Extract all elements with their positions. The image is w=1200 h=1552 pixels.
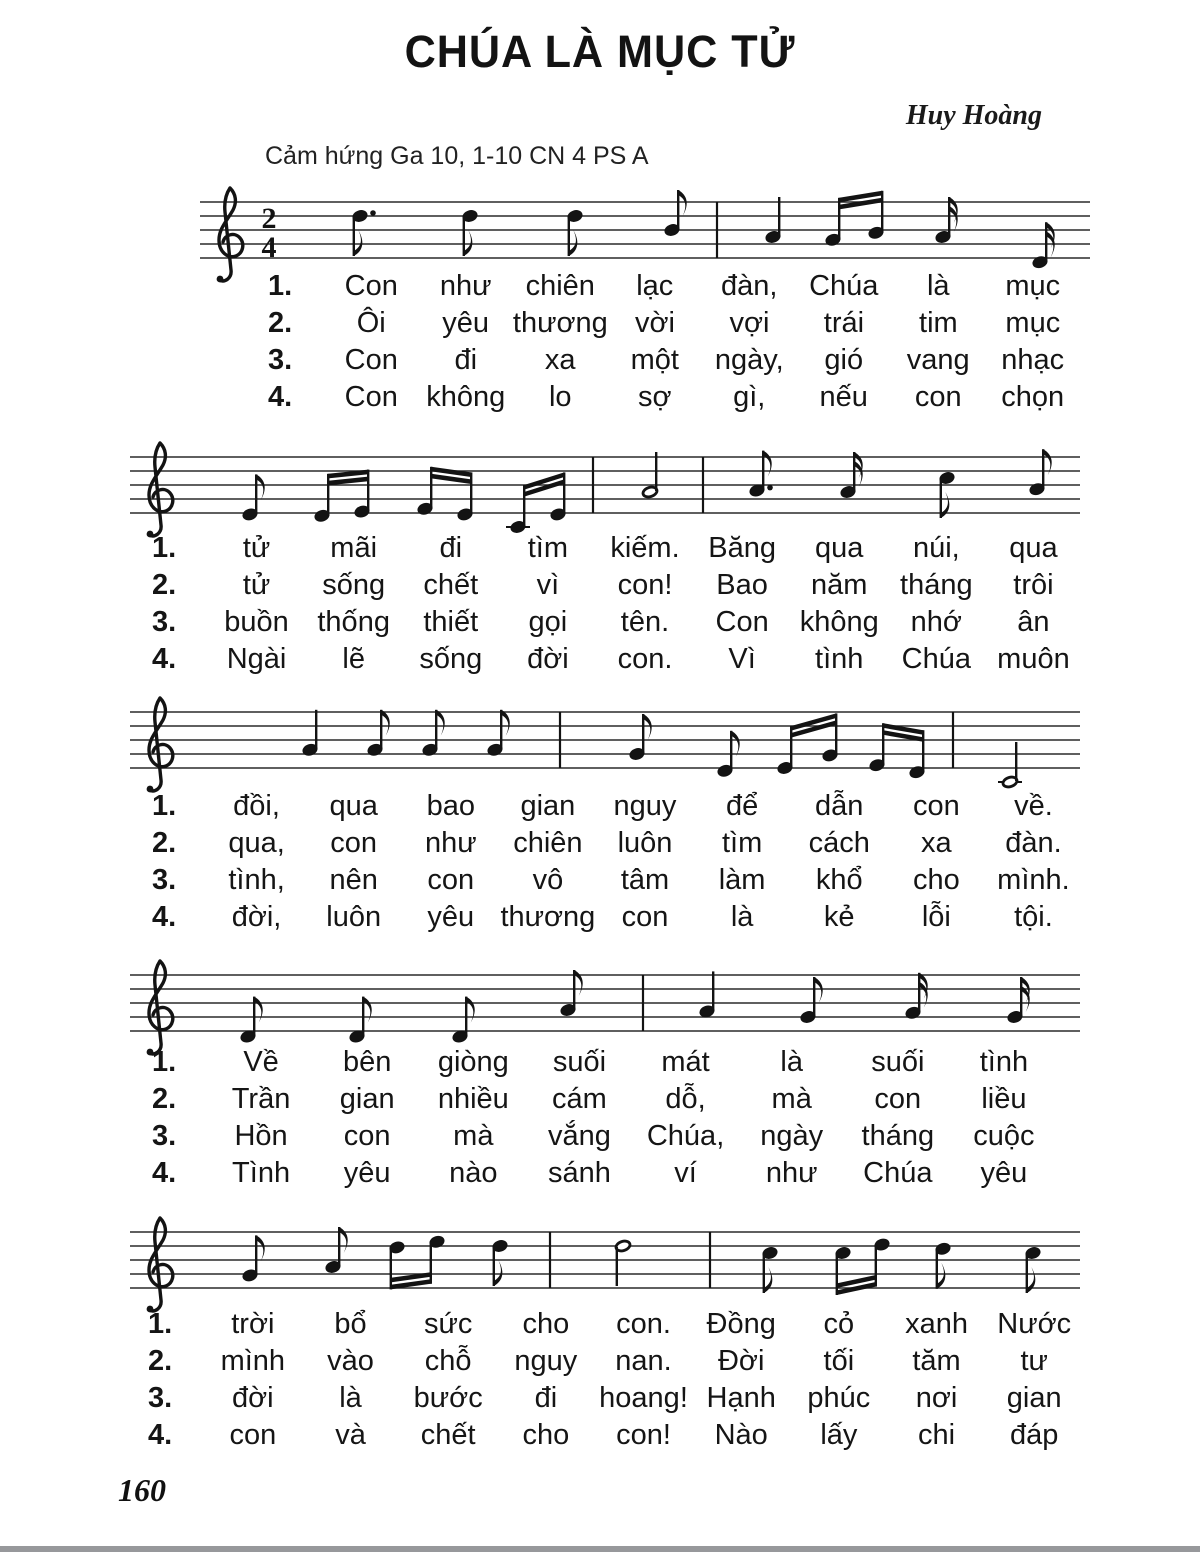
- lyric-word: và: [335, 1419, 366, 1451]
- lyric-word: cám: [552, 1083, 607, 1115]
- note-flag: [354, 230, 363, 256]
- lyric-word: bổ: [334, 1308, 367, 1340]
- lyric-word: nếu: [819, 381, 868, 413]
- lyric-word: tim: [919, 307, 958, 339]
- lyric-word: con!: [616, 1419, 671, 1451]
- lyric-word: muôn: [997, 643, 1070, 675]
- lyric-word: tăm: [912, 1345, 961, 1377]
- lyric-verse-row: [152, 606, 1082, 643]
- note-flag: [569, 230, 578, 256]
- lyric-word: kẻ: [823, 901, 855, 933]
- lyric-word: giòng: [437, 1046, 509, 1078]
- note-flag: [436, 710, 445, 736]
- lyric-word: về.: [1014, 790, 1053, 822]
- lyric-word: Ngài: [226, 643, 287, 675]
- lyric-word: qua: [1009, 532, 1058, 564]
- lyric-word: khổ: [815, 864, 863, 896]
- lyric-word: Nào: [714, 1419, 768, 1451]
- lyric-word: mà: [771, 1083, 812, 1115]
- lyric-word: yêu: [343, 1157, 391, 1189]
- lyric-word: vắng: [547, 1120, 611, 1152]
- lyric-verse-row: [152, 1120, 1057, 1157]
- lyric-word: để: [725, 790, 759, 822]
- lyric-word: nào: [449, 1157, 498, 1189]
- lyric-word: ân: [1017, 606, 1050, 638]
- time-signature: 2: [261, 202, 277, 235]
- verse-number: 3.: [148, 1382, 173, 1414]
- lyric-word: ví: [674, 1157, 697, 1189]
- lyric-word: sống: [322, 569, 386, 601]
- lyric-verse-row: [152, 1157, 1057, 1194]
- lyric-word: tên.: [620, 606, 670, 638]
- lyric-word: suối: [871, 1046, 925, 1078]
- lyric-word: Chúa: [863, 1157, 933, 1189]
- verse-number: 2.: [152, 827, 177, 859]
- lyric-word: ngày,: [714, 344, 784, 376]
- lyric-verse-row: [152, 569, 1082, 606]
- note-flag: [339, 1227, 348, 1253]
- lyric-word: Chúa: [809, 270, 879, 302]
- lyric-word: lẽ: [342, 643, 365, 675]
- verse-number: 1.: [152, 532, 177, 564]
- lyric-word: Về: [243, 1046, 279, 1078]
- note-flag: [1027, 1267, 1036, 1293]
- note-flag: [814, 977, 823, 1003]
- verse-number: 2.: [152, 569, 177, 601]
- lyric-word: qua: [815, 532, 864, 564]
- lyric-word: cho: [912, 864, 960, 896]
- lyric-word: qua,: [228, 827, 285, 859]
- lyric-word: tình,: [228, 864, 285, 896]
- lyric-word: đi: [439, 532, 463, 564]
- lyric-word: bước: [413, 1382, 483, 1414]
- lyric-word: con: [874, 1083, 922, 1115]
- lyric-word: con: [912, 790, 960, 822]
- lyric-word: chi: [918, 1419, 956, 1451]
- lyric-word: con: [330, 827, 378, 859]
- lyric-word: đồi,: [233, 790, 280, 822]
- verse-number: 2.: [268, 307, 293, 339]
- verse-number: 4.: [148, 1419, 173, 1451]
- lyrics-block-3: [152, 790, 1082, 938]
- lyric-word: vời: [635, 307, 675, 339]
- lyric-word: gọi: [528, 606, 568, 638]
- lyric-word: Chúa: [901, 643, 971, 675]
- lyric-word: thương: [512, 307, 608, 339]
- lyric-word: tình: [979, 1046, 1029, 1078]
- lyric-word: con.: [616, 1308, 671, 1340]
- lyric-word: Băng: [708, 532, 776, 564]
- lyric-word: ngày: [760, 1120, 824, 1152]
- lyric-verse-row: [148, 1419, 1083, 1456]
- note-flag: [501, 710, 510, 736]
- lyric-word: đời: [527, 643, 569, 675]
- lyric-word: xanh: [905, 1308, 968, 1340]
- lyric-word: không: [426, 381, 506, 413]
- note-flag: [381, 710, 390, 736]
- lyric-word: đàn.: [1005, 827, 1062, 859]
- lyric-word: lấy: [820, 1419, 858, 1451]
- lyric-word: gian: [1006, 1382, 1062, 1414]
- lyric-word: Nước: [997, 1308, 1072, 1340]
- verse-number: 4.: [152, 901, 177, 933]
- lyric-word: như: [765, 1157, 818, 1189]
- verse-number: 3.: [152, 606, 177, 638]
- lyric-word: xa: [544, 344, 576, 376]
- lyric-word: là: [780, 1046, 803, 1078]
- lyric-word: chết: [420, 1419, 476, 1451]
- lyric-word: nguy: [613, 790, 677, 822]
- note-flag: [256, 474, 265, 500]
- note-flag: [937, 1263, 946, 1289]
- composer-name: Huy Hoàng: [905, 100, 1042, 131]
- lyric-word: là: [926, 270, 950, 302]
- note-flag: [254, 997, 263, 1023]
- note-flag: [764, 1267, 773, 1293]
- lyric-word: tháng: [900, 569, 973, 601]
- lyric-word: nơi: [915, 1382, 958, 1414]
- lyric-word: con: [621, 901, 669, 933]
- note-flag: [256, 1235, 265, 1261]
- lyric-word: yêu: [427, 901, 475, 933]
- lyric-word: sánh: [547, 1157, 611, 1189]
- note-flag: [678, 190, 687, 216]
- lyric-word: tội.: [1014, 901, 1053, 933]
- lyric-word: gian: [339, 1083, 395, 1115]
- lyric-word: nên: [329, 864, 378, 896]
- lyric-word: gian: [520, 790, 576, 822]
- lyric-word: bên: [342, 1046, 392, 1078]
- lyric-verse-row: [152, 643, 1082, 680]
- note-flag: [464, 230, 473, 256]
- verse-number: 3.: [268, 344, 293, 376]
- lyric-word: buồn: [224, 606, 289, 638]
- lyric-word: núi,: [912, 532, 960, 564]
- lyric-word: con!: [617, 569, 673, 601]
- lyric-word: tư: [1020, 1345, 1048, 1377]
- lyric-word: dẫn: [815, 790, 864, 822]
- lyric-word: gì,: [733, 381, 766, 413]
- lyric-word: thương: [500, 901, 596, 933]
- note-flag: [466, 997, 475, 1023]
- lyric-word: chọn: [1001, 381, 1065, 413]
- lyric-word: con: [914, 381, 962, 413]
- note-flag: [731, 731, 740, 757]
- lyric-word: Con: [344, 344, 398, 376]
- augmentation-dot: [767, 485, 773, 491]
- lyric-word: gió: [824, 344, 864, 376]
- lyric-word: Con: [344, 381, 398, 413]
- lyric-word: tối: [823, 1345, 855, 1377]
- lyric-word: sợ: [637, 381, 672, 413]
- lyric-verse-row: [268, 307, 1080, 344]
- lyric-word: là: [339, 1382, 362, 1414]
- verse-number: 3.: [152, 1120, 177, 1152]
- lyric-word: Bao: [716, 569, 768, 601]
- lyric-word: chết: [423, 569, 479, 601]
- lyric-word: bao: [426, 790, 475, 822]
- lyric-word: hoang!: [599, 1382, 688, 1414]
- time-signature: 4: [261, 231, 277, 264]
- lyric-word: dỗ,: [665, 1083, 706, 1115]
- lyric-verse-row: [152, 1083, 1057, 1120]
- lyric-word: Trần: [231, 1083, 291, 1115]
- lyric-word: con.: [617, 643, 673, 675]
- lyric-word: năm: [811, 569, 868, 601]
- lyric-word: cỏ: [823, 1308, 855, 1340]
- verse-number: 1.: [268, 270, 293, 302]
- lyric-word: một: [630, 344, 679, 376]
- lyric-verse-row: [148, 1308, 1083, 1345]
- verse-number: 4.: [152, 1157, 177, 1189]
- lyric-word: suối: [552, 1046, 607, 1078]
- lyric-word: Đời: [717, 1345, 765, 1377]
- lyric-word: nhớ: [910, 606, 962, 638]
- lyric-word: mục: [1005, 270, 1061, 302]
- lyric-word: nhạc: [1001, 344, 1065, 376]
- lyric-word: tìm: [721, 827, 763, 859]
- lyric-word: trái: [823, 307, 865, 339]
- lyric-word: Con: [715, 606, 769, 638]
- lyric-word: như: [424, 827, 477, 859]
- lyric-word: sống: [419, 643, 483, 675]
- verse-number: 4.: [152, 643, 177, 675]
- lyric-word: tâm: [620, 864, 670, 896]
- lyric-word: vì: [536, 569, 560, 601]
- lyric-word: yêu: [442, 307, 490, 339]
- verse-number: 4.: [268, 381, 293, 413]
- lyric-word: Hạnh: [706, 1382, 776, 1414]
- lyric-verse-row: [268, 270, 1080, 307]
- lyric-word: mình: [220, 1345, 286, 1377]
- lyric-word: luôn: [617, 827, 673, 859]
- note-flag: [941, 492, 950, 518]
- page-title: CHÚA LÀ MỤC TỬ: [404, 26, 796, 77]
- lyric-verse-row: [152, 532, 1082, 569]
- lyric-word: cách: [808, 827, 870, 859]
- lyric-verse-row: [152, 790, 1082, 827]
- lyric-word: Con: [344, 270, 398, 302]
- lyric-verse-row: [152, 901, 1082, 938]
- lyric-word: Tình: [232, 1157, 291, 1189]
- verse-number: 3.: [152, 864, 177, 896]
- lyric-word: con: [343, 1120, 391, 1152]
- lyrics-block-4: [152, 1046, 1057, 1194]
- beam: [328, 477, 368, 486]
- lyric-verse-row: [152, 864, 1082, 901]
- verse-number: 2.: [152, 1083, 177, 1115]
- lyric-word: đi: [454, 344, 478, 376]
- lyric-word: nguy: [514, 1345, 578, 1377]
- lyric-word: Vì: [728, 643, 756, 675]
- lyric-word: sức: [423, 1308, 473, 1340]
- lyric-word: vào: [327, 1345, 374, 1377]
- note-flag: [494, 1260, 503, 1286]
- lyrics-block-1: [268, 270, 1080, 418]
- lyric-word: vô: [532, 864, 564, 896]
- verse-number: 2.: [148, 1345, 173, 1377]
- lyric-word: qua: [329, 790, 378, 822]
- lyric-word: xa: [921, 827, 952, 859]
- lyric-word: là: [730, 901, 754, 933]
- verse-number: 1.: [152, 1046, 177, 1078]
- lyric-word: mà: [453, 1120, 494, 1152]
- lyric-word: yêu: [980, 1157, 1028, 1189]
- lyric-word: Ôi: [356, 307, 386, 339]
- lyric-word: đàn,: [721, 270, 778, 302]
- lyric-word: đời,: [231, 901, 282, 933]
- lyric-verse-row: [268, 381, 1080, 418]
- lyric-word: làm: [718, 864, 766, 896]
- lyric-word: tử: [242, 532, 271, 564]
- lyric-word: lo: [548, 381, 572, 413]
- augmentation-dot: [370, 210, 376, 216]
- lyric-word: vang: [906, 344, 970, 376]
- lyrics-block-5: [148, 1308, 1083, 1456]
- lyric-word: mát: [661, 1046, 710, 1078]
- lyric-word: chiên: [513, 827, 583, 859]
- note-flag: [643, 714, 652, 740]
- lyric-word: không: [799, 606, 879, 638]
- lyric-word: lạc: [636, 270, 674, 302]
- lyric-verse-row: [268, 344, 1080, 381]
- lyric-word: chỗ: [424, 1345, 472, 1377]
- lyric-word: đáp: [1010, 1419, 1059, 1451]
- verse-number: 1.: [148, 1308, 173, 1340]
- lyric-word: tìm: [527, 532, 569, 564]
- lyric-word: nan.: [615, 1345, 672, 1377]
- note-flag: [763, 451, 772, 477]
- scan-edge-band: [0, 1546, 1200, 1552]
- lyric-verse-row: [152, 827, 1082, 864]
- lyric-word: chiên: [525, 270, 595, 302]
- lyric-word: trời: [231, 1308, 275, 1340]
- lyric-verse-row: [152, 1046, 1057, 1083]
- lyric-word: con: [427, 864, 475, 896]
- lyric-word: thiết: [423, 606, 479, 638]
- lyric-word: con: [229, 1419, 277, 1451]
- clef-terminal-dot: [217, 276, 224, 283]
- lyric-word: Hồn: [234, 1120, 288, 1152]
- lyric-word: tử: [242, 569, 271, 601]
- lyric-word: cho: [522, 1308, 570, 1340]
- lyric-word: cuộc: [973, 1120, 1035, 1152]
- lyric-word: Đồng: [706, 1308, 776, 1340]
- note-flag: [574, 970, 583, 996]
- lyric-word: như: [439, 270, 492, 302]
- lyric-word: đi: [534, 1382, 558, 1414]
- lyric-verse-row: [148, 1382, 1083, 1419]
- lyric-word: Chúa,: [646, 1120, 725, 1152]
- lyric-word: vợi: [729, 307, 770, 339]
- lyric-word: đời: [232, 1382, 274, 1414]
- lyric-word: phúc: [807, 1382, 871, 1414]
- scripture-inscription: Cảm hứng Ga 10, 1-10 CN 4 PS A: [265, 142, 649, 170]
- lyric-word: tình: [815, 643, 864, 675]
- lyric-word: trôi: [1013, 569, 1054, 601]
- lyric-word: kiếm.: [610, 532, 680, 564]
- lyric-word: thống: [317, 606, 390, 638]
- lyric-word: cho: [522, 1419, 570, 1451]
- lyrics-block-2: [152, 532, 1082, 680]
- verse-number: 1.: [152, 790, 177, 822]
- lyric-word: mình.: [997, 864, 1070, 896]
- lyric-word: luôn: [326, 901, 382, 933]
- note-flag: [363, 997, 372, 1023]
- lyric-verse-row: [148, 1345, 1083, 1382]
- page-number: 160: [118, 1472, 166, 1508]
- lyric-word: mãi: [330, 532, 378, 564]
- lyric-word: liều: [981, 1083, 1027, 1115]
- lyric-word: tháng: [861, 1120, 935, 1152]
- lyric-word: mục: [1005, 307, 1061, 339]
- lyric-word: lỗi: [921, 901, 951, 933]
- lyric-word: nhiều: [437, 1083, 509, 1115]
- staff-svg: [130, 692, 1080, 804]
